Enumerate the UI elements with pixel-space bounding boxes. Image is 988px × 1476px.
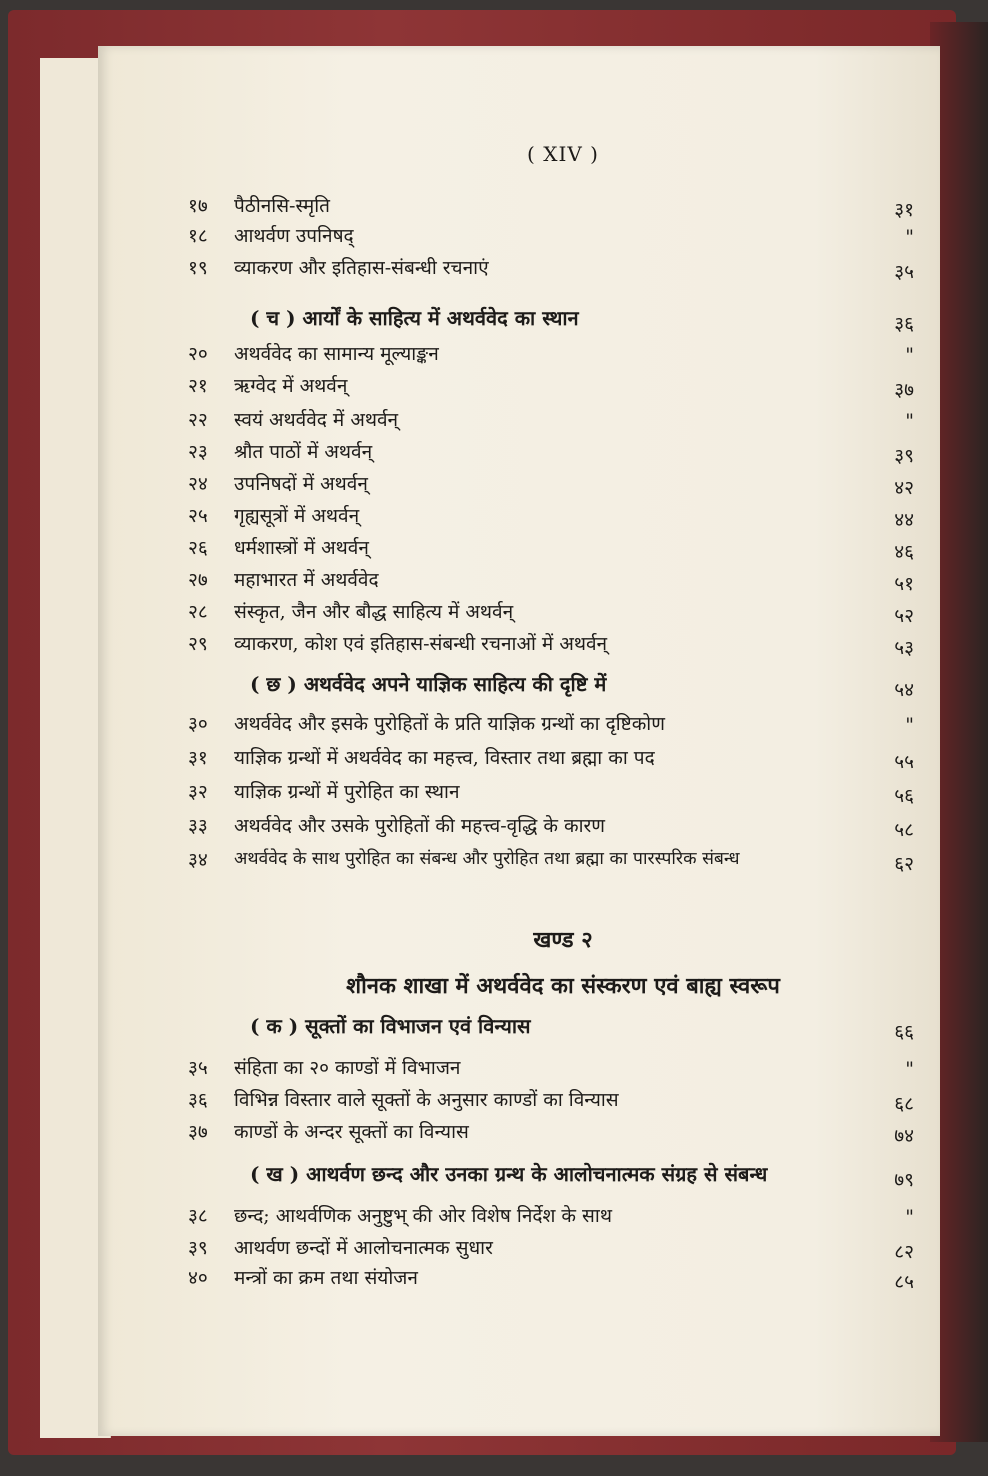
entry-title: महाभारत में अथर्ववेद <box>234 569 379 591</box>
toc-entry <box>98 530 940 564</box>
entry-page: ७४ <box>894 1125 914 1147</box>
toc-entry <box>98 594 940 628</box>
entry-title: अथर्ववेद और इसके पुरोहितों के प्रति याज्ञिक ग्रन्थों का दृष्टिकोण <box>234 713 665 735</box>
section-page: ६६ <box>894 1021 914 1043</box>
entry-page: ८२ <box>894 1241 914 1263</box>
entry-number: ३८ <box>188 1205 208 1227</box>
entry-number: ३० <box>188 713 208 735</box>
toc-entry <box>98 808 940 842</box>
toc-entry <box>98 1050 940 1084</box>
toc-entry <box>98 842 940 876</box>
entry-title: अथर्ववेद का सामान्य मूल्याङ्कन <box>234 343 439 365</box>
toc-entry <box>98 1198 940 1232</box>
entry-number: २६ <box>188 537 208 559</box>
section-page: ७९ <box>894 1169 914 1191</box>
section-heading <box>98 1160 940 1194</box>
entry-page: ६८ <box>894 1093 914 1115</box>
entry-number: २४ <box>188 473 208 495</box>
entry-page: ४४ <box>894 509 914 531</box>
entry-number: २२ <box>188 409 208 431</box>
entry-page: " <box>905 226 914 248</box>
toc-entry <box>98 466 940 500</box>
toc-entry <box>98 562 940 596</box>
entry-title: संस्कृत, जैन और बौद्ध साहित्य में अथर्वन् <box>234 601 514 623</box>
entry-title: याज्ञिक ग्रन्थों में अथर्ववेद का महत्त्व, विस्तार तथा ब्रह्मा का पद <box>234 747 655 769</box>
toc-entry <box>98 336 940 370</box>
entry-number: १९ <box>188 257 208 279</box>
toc-entry <box>98 368 940 402</box>
entry-title: छन्द; आथर्वणिक अनुष्टुभ् की ओर विशेष निर्देश के साथ <box>234 1205 612 1227</box>
entry-number: २३ <box>188 441 208 463</box>
entry-title: आथर्वण छन्दों में आलोचनात्मक सुधार <box>234 1237 493 1259</box>
khand-subtitle: शौनक शाखा में अथर्ववेद का संस्करण एवं बाह्य स्वरूप <box>346 973 780 999</box>
section-title: ( क ) सूक्तों का विभाजन एवं विन्यास <box>250 1014 531 1038</box>
entry-page: ४६ <box>894 541 914 563</box>
entry-number: २१ <box>188 375 208 397</box>
entry-title: अथर्ववेद और उसके पुरोहितों की महत्त्व-वृद्धि के कारण <box>234 815 606 837</box>
book-page <box>98 46 940 1436</box>
section-title: ( ख ) आथर्वण छन्द और उनका ग्रन्थ के आलोचनात्मक संग्रह से संबन्ध <box>250 1162 768 1186</box>
entry-number: ३६ <box>188 1089 208 1111</box>
toc-entry <box>98 402 940 436</box>
entry-title: अथर्ववेद के साथ पुरोहित का संबन्ध और पुरोहित तथा ब्रह्मा का पारस्परिक संबन्ध <box>234 849 740 869</box>
entry-number: ३७ <box>188 1121 208 1143</box>
entry-page: ३७ <box>894 379 914 401</box>
entry-number: ३५ <box>188 1057 208 1079</box>
entry-title: स्वयं अथर्ववेद में अथर्वन् <box>234 409 399 431</box>
entry-page: " <box>905 1206 914 1228</box>
entry-title: मन्त्रों का क्रम तथा संयोजन <box>234 1267 418 1289</box>
toc-entry <box>98 706 940 740</box>
section-heading <box>98 304 940 338</box>
entry-page: ३९ <box>894 445 914 467</box>
entry-page: ६२ <box>894 853 914 875</box>
entry-page: ५६ <box>894 785 914 807</box>
entry-number: २८ <box>188 601 208 623</box>
entry-page: ५१ <box>894 573 914 595</box>
entry-page: ५३ <box>894 637 914 659</box>
entry-title: व्याकरण, कोश एवं इतिहास-संबन्धी रचनाओं में अथर्वन् <box>234 633 608 655</box>
toc-entry <box>98 626 940 660</box>
entry-title: आथर्वण उपनिषद् <box>234 225 354 247</box>
toc-entry <box>98 1230 940 1264</box>
entry-page: ३१ <box>894 199 914 221</box>
page-number: ( XIV ) <box>527 142 599 166</box>
entry-number: ४० <box>188 1267 208 1289</box>
entry-page: ३५ <box>894 261 914 283</box>
entry-number: १८ <box>188 225 208 247</box>
toc-entry <box>98 774 940 808</box>
khand-label: खण्ड २ <box>533 927 593 953</box>
entry-number: २९ <box>188 633 208 655</box>
entry-title: पैठीनसि-स्मृति <box>234 195 330 217</box>
section-heading <box>98 670 940 704</box>
entry-page: ५८ <box>894 819 914 841</box>
toc-entry <box>98 498 940 532</box>
entry-page: " <box>905 344 914 366</box>
entry-page: ४२ <box>894 477 914 499</box>
entry-title: गृह्यसूत्रों में अथर्वन् <box>234 505 360 527</box>
entry-number: ३२ <box>188 781 208 803</box>
entry-title: याज्ञिक ग्रन्थों में पुरोहित का स्थान <box>234 781 460 803</box>
toc-entry <box>98 1260 940 1294</box>
toc-entry <box>98 218 940 252</box>
toc-entry <box>98 434 940 468</box>
entry-number: २५ <box>188 505 208 527</box>
entry-title: विभिन्न विस्तार वाले सूक्तों के अनुसार काण्डों का विन्यास <box>234 1089 619 1111</box>
toc-entry <box>98 1114 940 1148</box>
toc-entry <box>98 250 940 284</box>
entry-title: संहिता का २० काण्डों में विभाजन <box>234 1057 461 1079</box>
toc-entry <box>98 188 940 222</box>
section-page: ५४ <box>894 679 914 701</box>
entry-page: ८५ <box>894 1271 914 1293</box>
entry-title: धर्मशास्त्रों में अथर्वन् <box>234 537 369 559</box>
entry-title: उपनिषदों में अथर्वन् <box>234 473 368 495</box>
entry-title: व्याकरण और इतिहास-संबन्धी रचनाएं <box>234 257 489 279</box>
entry-title: ऋग्वेद में अथर्वन् <box>234 375 348 397</box>
entry-page: " <box>905 714 914 736</box>
section-heading <box>98 1012 940 1046</box>
entry-page: " <box>905 1058 914 1080</box>
entry-title: श्रौत पाठों में अथर्वन् <box>234 441 373 463</box>
section-page: ३६ <box>894 313 914 335</box>
toc-entry <box>98 1082 940 1116</box>
entry-number: १७ <box>188 195 208 217</box>
entry-page: ५२ <box>894 605 914 627</box>
entry-number: २७ <box>188 569 208 591</box>
section-title: ( च ) आर्यों के साहित्य में अथर्ववेद का स्थान <box>250 306 579 330</box>
entry-number: २० <box>188 343 208 365</box>
toc-entry <box>98 740 940 774</box>
section-title: ( छ ) अथर्ववेद अपने याज्ञिक साहित्य की दृष्टि में <box>250 672 607 696</box>
entry-title: काण्डों के अन्दर सूक्तों का विन्यास <box>234 1121 469 1143</box>
entry-page: " <box>905 410 914 432</box>
entry-number: ३३ <box>188 815 208 837</box>
entry-number: ३४ <box>188 849 208 871</box>
entry-number: ३१ <box>188 747 208 769</box>
entry-page: ५५ <box>894 751 914 773</box>
entry-number: ३९ <box>188 1237 208 1259</box>
